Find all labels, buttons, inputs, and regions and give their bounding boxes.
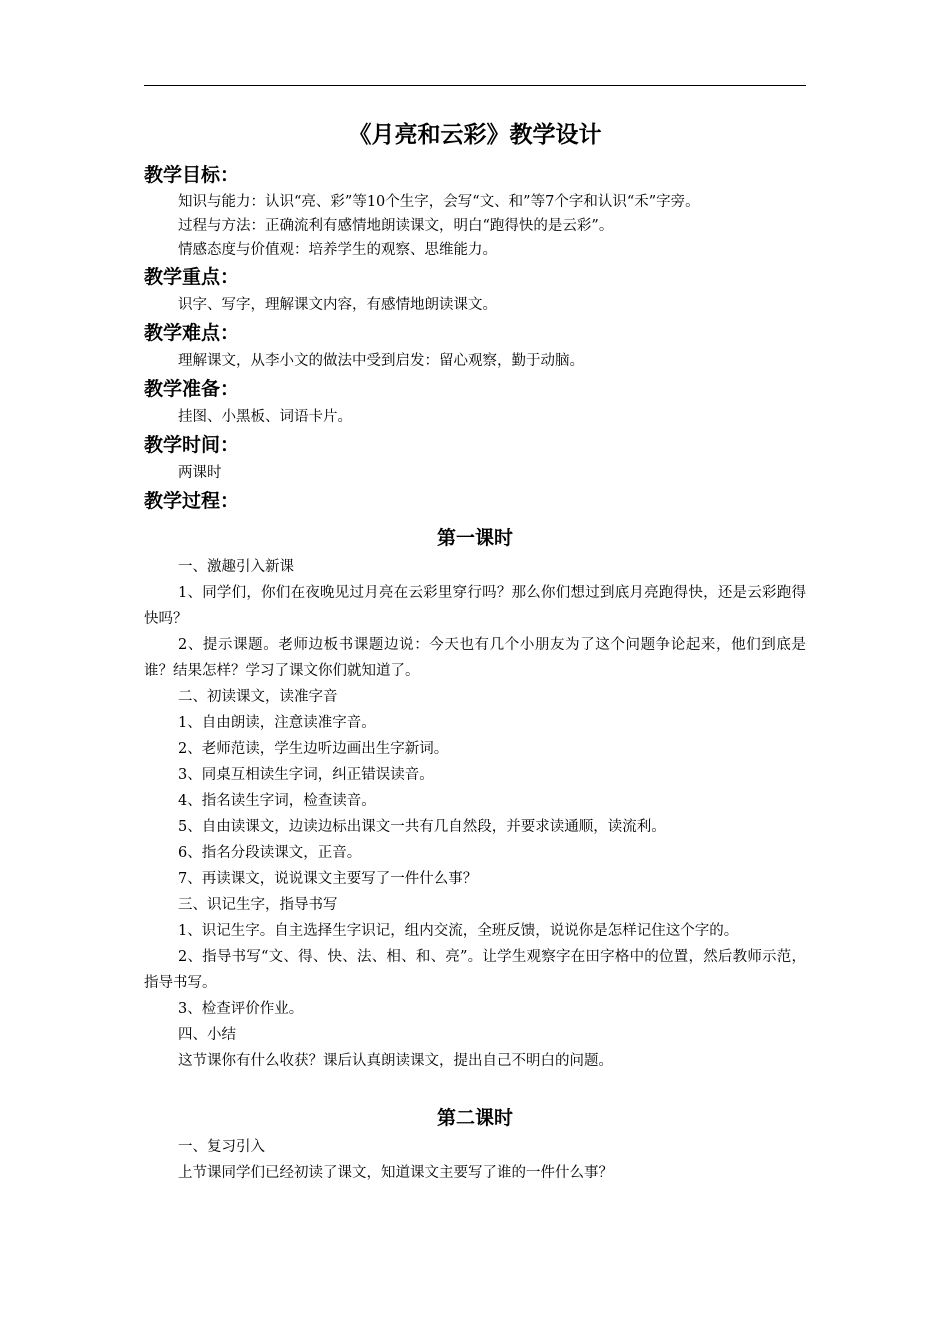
lesson2-line: 一、复习引入 [178,1139,265,1155]
lesson1-line: 2、指导书写“文、得、快、法、相、和、亮”。让学生观察字在田字格中的位置，然后教师示范，指导书写。 [144,949,806,991]
lesson1-line: 三、识记生字，指导书写 [178,897,338,913]
process-heading: 教学过程： [144,490,240,512]
lesson1-line: 二、初读课文，读准字音 [178,689,338,705]
lesson1-line: 7、再读课文，说说课文主要写了一件什么事？ [178,871,478,887]
lesson1-line: 2、提示课题。老师边板书课题边说：今天也有几个小朋友为了这个问题争论起来，他们到底是谁？结果怎样？学习了课文你们就知道了。 [144,637,806,679]
lesson1-line: 一、激趣引入新课 [178,559,294,575]
preparation-heading: 教学准备： [144,378,240,400]
objectives-heading: 教学目标： [144,164,240,186]
header-rule [144,85,806,86]
key-points-text: 识字、写字，理解课文内容，有感情地朗读课文。 [178,297,497,313]
preparation-text: 挂图、小黑板、词语卡片。 [178,409,352,425]
lesson1-line: 4、指名读生字词，检查读音。 [178,793,376,809]
lesson1-line: 3、检查评价作业。 [178,1001,304,1017]
document-title: 《月亮和云彩》教学设计 [348,122,602,148]
lesson2-line: 上节课同学们已经初读了课文，知道课文主要写了谁的一件什么事？ [178,1165,613,1181]
difficulties-text: 理解课文，从李小文的做法中受到启发：留心观察，勤于动脑。 [178,353,584,369]
time-text: 两课时 [178,465,222,481]
key-points-heading: 教学重点： [144,266,240,288]
time-heading: 教学时间： [144,434,240,456]
difficulties-heading: 教学难点： [144,322,240,344]
objective-item: 过程与方法：正确流利有感情地朗读课文，明白“跑得快的是云彩”。 [178,218,614,234]
lesson1-line: 1、自由朗读，注意读准字音。 [178,715,376,731]
lesson1-line: 5、自由读课文，边读边标出课文一共有几自然段，并要求读通顺，读流利。 [178,819,666,835]
lesson2-title: 第二课时 [436,1107,513,1129]
section-gap [144,1074,806,1096]
objective-item: 知识与能力：认识“亮、彩”等10个生字，会写“文、和”等7个字和认识“禾”字旁。 [178,194,700,210]
document-body [144,118,806,1186]
lesson1-line: 这节课你有什么收获？课后认真朗读课文，提出自己不明白的问题。 [178,1053,613,1069]
lesson1-line: 2、老师范读，学生边听边画出生字新词。 [178,741,449,757]
lesson1-line: 1、识记生字。自主选择生字识记，组内交流，全班反馈，说说你是怎样记住这个字的。 [178,923,739,939]
lesson1-line: 四、小结 [178,1027,236,1043]
lesson1-line: 3、同桌互相读生字词，纠正错误读音。 [178,767,434,783]
lesson1-line: 1、同学们，你们在夜晚见过月亮在云彩里穿行吗？那么你们想过到底月亮跑得快，还是云彩跑得快吗？ [144,585,806,627]
lesson1-line: 6、指名分段读课文，正音。 [178,845,362,861]
objective-item: 情感态度与价值观：培养学生的观察、思维能力。 [178,242,497,258]
lesson1-title: 第一课时 [436,527,513,549]
